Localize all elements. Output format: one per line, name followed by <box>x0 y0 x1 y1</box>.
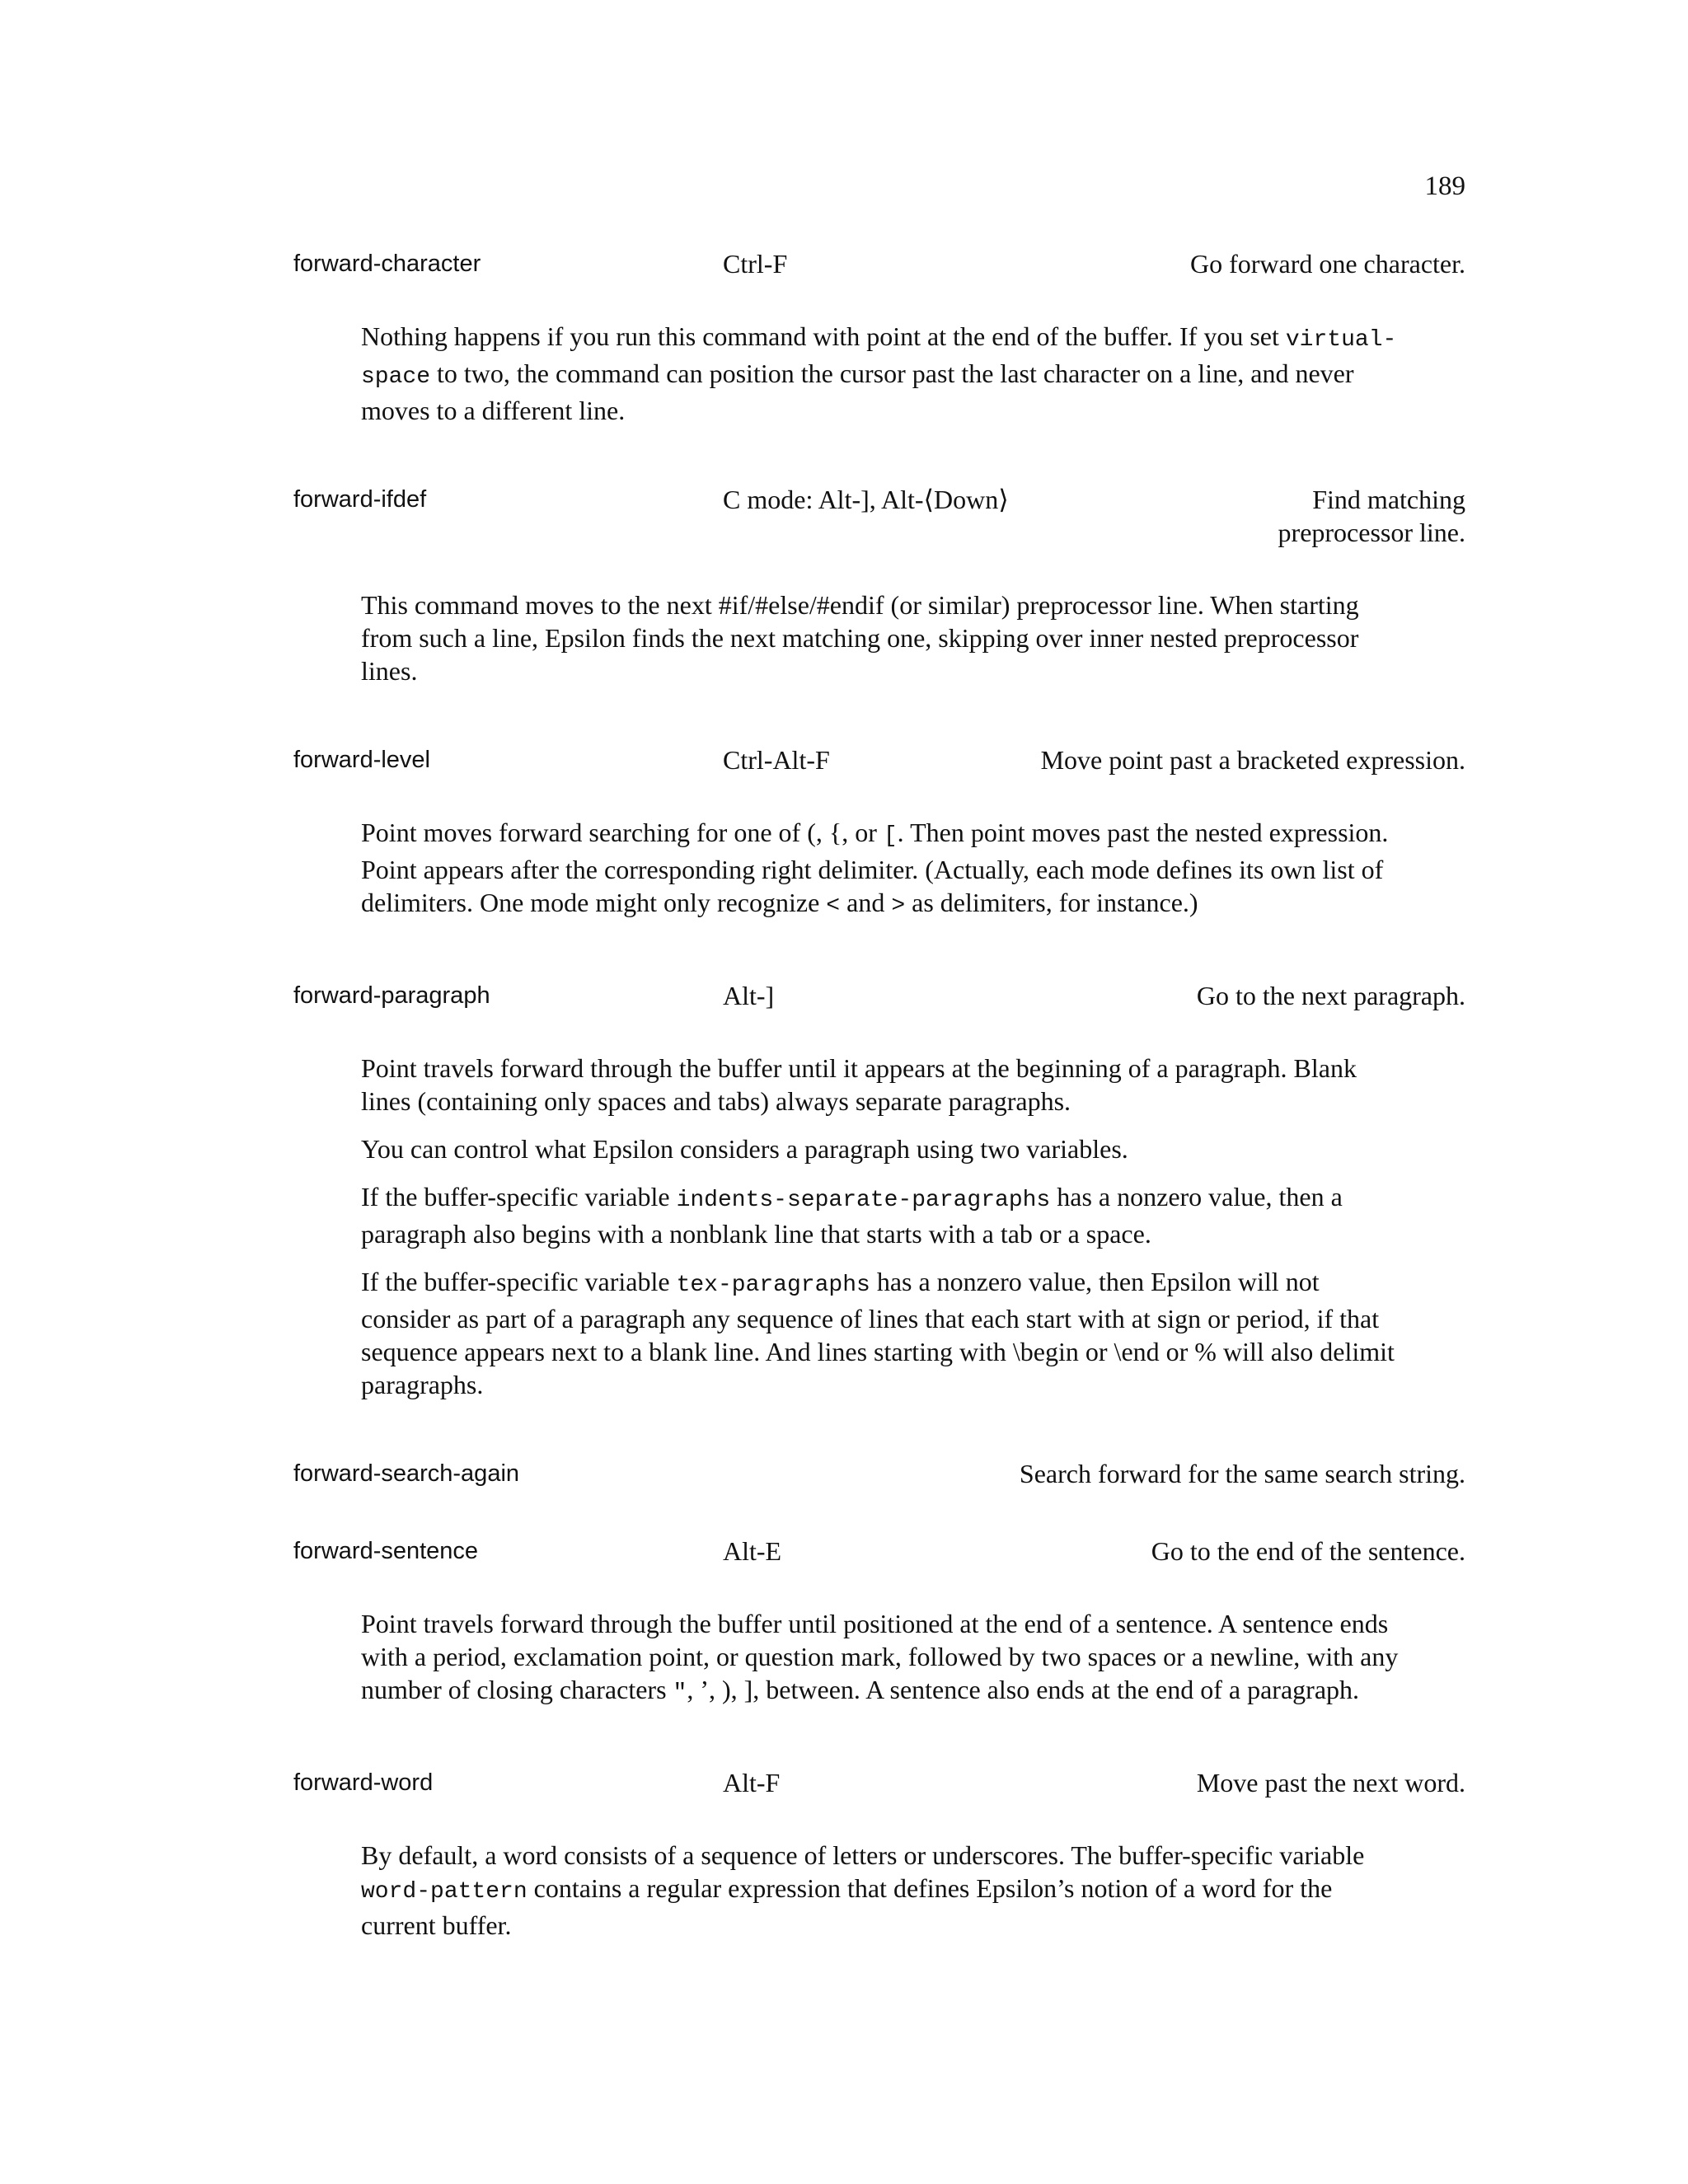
page-number: 189 <box>1424 171 1465 201</box>
command-header <box>293 979 1465 1015</box>
command-description <box>361 816 1408 923</box>
description-paragraph: Nothing happens if you run this command with point at the end of the buffer. If you set virtual-space to two, the command can position the cursor past the last character on a line, and never moves to a different line. <box>361 321 1397 425</box>
command-entries <box>293 247 1465 1998</box>
command-header <box>293 743 1465 780</box>
command-name: forward-ifdef <box>293 486 427 513</box>
code-term: indents-separate-paragraphs <box>676 1188 1051 1213</box>
command-entry <box>293 483 1465 743</box>
code-term: word-pattern <box>361 1879 528 1905</box>
command-header <box>293 1535 1465 1571</box>
command-entry <box>293 247 1465 483</box>
command-keybinding: Alt-E <box>723 1536 782 1566</box>
command-keybinding: Alt-F <box>723 1768 781 1797</box>
code-term: " <box>673 1680 687 1706</box>
command-keybinding: Alt-] <box>723 981 775 1010</box>
command-summary: Move past the next word. <box>1196 1768 1465 1797</box>
command-summary: Go to the next paragraph. <box>1196 981 1465 1010</box>
command-entry <box>293 1766 1465 1998</box>
command-header <box>293 1457 1465 1493</box>
command-keybinding: C mode: Alt-], Alt-⟨Down⟩ <box>723 485 1009 514</box>
command-description <box>361 1839 1408 1942</box>
command-keybinding: Ctrl-Alt-F <box>723 745 830 775</box>
code-term: > <box>891 893 906 919</box>
command-keybinding: Ctrl-F <box>723 249 788 279</box>
command-name: forward-word <box>293 1769 434 1796</box>
command-name: forward-paragraph <box>293 982 490 1009</box>
command-entry <box>293 979 1465 1457</box>
description-paragraph: If the buffer-specific variable indents-separate-paragraphs has a nonzero value, then a paragraph also begins with a nonblank line that starts with a tab or a space. <box>361 1182 1343 1249</box>
command-name: forward-level <box>293 747 430 773</box>
command-entry <box>293 743 1465 979</box>
command-entry <box>293 1457 1465 1535</box>
command-summary: Move point past a bracketed expression. <box>1040 745 1465 775</box>
command-header <box>293 1766 1465 1802</box>
description-paragraph: Point moves forward searching for one of (, {, or [. Then point moves past the nested expression. Point appears after the corresponding right delimiter. (Actually, each mode defines its own list of delimiters. One mode might only recognize < and > as delimiters, for instance.) <box>361 818 1389 919</box>
command-summary: Go forward one character. <box>1189 249 1465 279</box>
description-paragraph: Point travels forward through the buffer until positioned at the end of a sentence. A sentence ends with a period, exclamation point, or question mark, followed by two spaces or a newline, with any number of closing characters ", ’, ), ], between. A sentence also ends at the end of a paragraph. <box>361 1609 1399 1706</box>
description-paragraph: You can control what Epsilon considers a paragraph using two variables. <box>361 1134 1128 1164</box>
command-name: forward-character <box>293 251 481 277</box>
code-term: [ <box>883 823 898 849</box>
command-description <box>361 320 1408 427</box>
command-summary: Find matching preprocessor line. <box>1278 485 1465 547</box>
command-description <box>361 588 1408 687</box>
command-header <box>293 483 1465 552</box>
description-paragraph: Point travels forward through the buffer until it appears at the beginning of a paragraph. Blank lines (containing only spaces and tabs) always separate paragraphs. <box>361 1053 1357 1116</box>
code-term: tex-paragraphs <box>676 1272 870 1298</box>
description-paragraph: This command moves to the next #if/#else/#endif (or similar) preprocessor line. When starting from such a line, Epsilon finds the next matching one, skipping over inner nested preprocessor lines. <box>361 590 1359 686</box>
command-description <box>361 1052 1408 1401</box>
command-description <box>361 1607 1408 1710</box>
command-summary: Search forward for the same search string. <box>1019 1459 1465 1488</box>
code-term: < <box>826 893 841 919</box>
description-paragraph: If the buffer-specific variable tex-paragraphs has a nonzero value, then Epsilon will not consider as part of a paragraph any sequence of lines that each start with at sign or period, if that sequence appears next to a blank line. And lines starting with \begin or \end or % will also delimit paragraphs. <box>361 1267 1395 1399</box>
command-entry <box>293 1535 1465 1766</box>
command-name: forward-search-again <box>293 1460 520 1487</box>
code-term: virtual-space <box>361 327 1397 390</box>
description-paragraph: By default, a word consists of a sequence of letters or underscores. The buffer-specific variable word-pattern contains a regular expression that defines Epsilon’s notion of a word for the current buffer. <box>361 1840 1365 1940</box>
command-name: forward-sentence <box>293 1538 479 1564</box>
command-summary: Go to the end of the sentence. <box>1151 1536 1465 1566</box>
command-header <box>293 247 1465 284</box>
